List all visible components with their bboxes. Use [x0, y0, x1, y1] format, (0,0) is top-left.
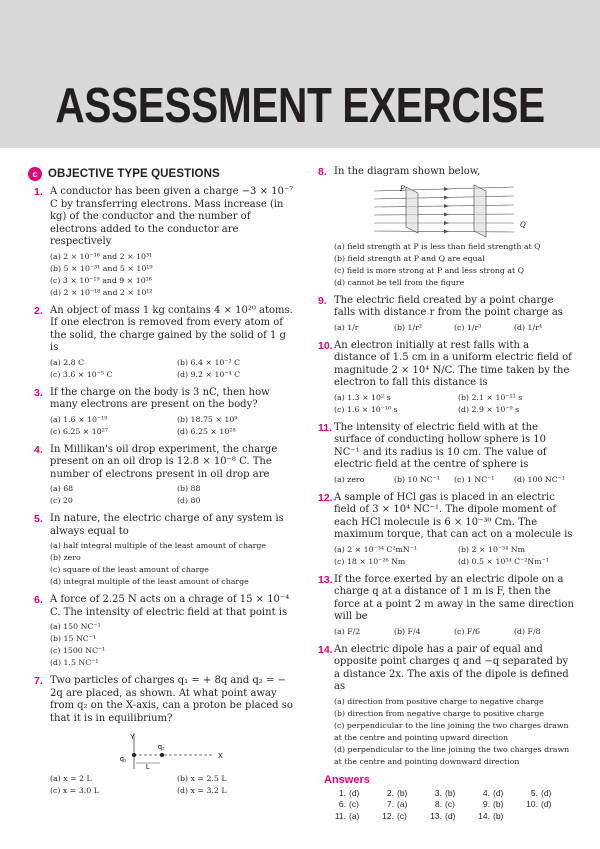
option-choice[interactable]: (b) 2 × 10⁻³⁴ Nm: [458, 544, 525, 554]
answer-number: 9.: [482, 799, 490, 809]
question-item: [34, 513, 296, 588]
option-choice[interactable]: (a) 1.3 × 10² s: [334, 392, 391, 402]
question-item: [34, 675, 296, 797]
question-number: 4.: [34, 443, 43, 456]
answer-number: 6.: [338, 799, 346, 809]
answer-value: (b): [493, 799, 504, 809]
option-choice[interactable]: (d) 2.9 × 10⁻⁹ s: [458, 404, 520, 414]
question-number: 7.: [34, 675, 43, 687]
field-arrow-icon: [444, 195, 449, 199]
question-text: If the charge on the body is 3 nC, then how many electrons are present on the body?: [50, 386, 270, 410]
question-options: [334, 241, 574, 289]
answer-number: 10.: [526, 799, 538, 809]
question-text: A conductor has been given a charge −3 × 10⁻⁷ C by transferring electrons. Mass increase (in kg) of the conductor and the number of electrons added to the conductor are respectively: [50, 186, 294, 247]
answer-number: 14.: [478, 810, 490, 821]
answer-item: [328, 799, 376, 810]
answer-item: [328, 788, 376, 799]
charges-diagram: [114, 729, 234, 771]
q1-label: q₁: [120, 756, 127, 763]
page-title: ASSESSMENT EXERCISE: [55, 79, 545, 133]
field-arrow-icon: [444, 229, 449, 233]
option-choice[interactable]: (d) 80: [177, 496, 201, 505]
answer-value: (a): [397, 799, 408, 809]
option-choice[interactable]: (c) 1 NC⁻¹: [454, 474, 495, 484]
option-choice[interactable]: (c) square of the least amount of charge: [50, 565, 209, 574]
question-options: [334, 626, 574, 638]
option-choice[interactable]: (b) field strength at P and Q are equal: [334, 253, 485, 263]
answer-number: 8.: [434, 799, 442, 809]
option-choice[interactable]: (d) F/8: [514, 626, 541, 636]
option-choice[interactable]: (a) x = 2 L: [50, 774, 92, 783]
answer-number: 12.: [382, 810, 394, 821]
question-options: [334, 322, 574, 334]
question-number: 8.: [318, 166, 327, 178]
x-axis-label: X: [218, 753, 223, 760]
question-options: [50, 357, 296, 381]
answer-value: (a): [349, 810, 360, 821]
section-title: OBJECTIVE TYPE QUESTIONS: [48, 168, 220, 180]
answer-item: [520, 799, 568, 810]
answer-item: [472, 811, 520, 822]
option-choice[interactable]: (c) field is more strong at P and less strong at Q: [334, 265, 525, 275]
question-options: [50, 483, 296, 507]
option-choice[interactable]: (c) 1/r³: [454, 322, 482, 332]
question-item: [34, 444, 296, 508]
answer-item: [376, 799, 424, 810]
answer-item: [424, 811, 472, 822]
option-choice[interactable]: (d) cannot be tell from the figure: [334, 277, 465, 287]
option-choice[interactable]: (d) 9.2 × 10⁻⁴ C: [177, 369, 241, 379]
option-choice[interactable]: (d) integral multiple of the least amount of charge: [50, 577, 249, 586]
question-text: Two particles of charges q₁ = + 8q and q₂ = − 2q are placed, as shown. At what point away from q₂ on the X-axis, can a proton be placed so that it is in equilibrium?: [50, 675, 293, 724]
option-choice[interactable]: (b) 15 NC⁻¹: [50, 634, 96, 643]
question-text: The electric field created by a point charge falls with distance r from the point charge as: [334, 294, 563, 318]
surface-q: [474, 185, 486, 237]
question-number: 14.: [318, 643, 333, 656]
answer-number: 7.: [386, 799, 394, 809]
option-choice[interactable]: (b) 1/r²: [394, 322, 422, 332]
charge-q2-dot: [160, 753, 164, 757]
option-choice[interactable]: (b) zero: [50, 553, 81, 562]
right-column: [318, 166, 574, 821]
answer-value: (c): [397, 810, 407, 821]
option-choice[interactable]: (b) direction from negative charge to positive charge: [334, 708, 544, 718]
question-number: 2.: [34, 304, 43, 317]
question-text: An electron initially at rest falls with a distance of 1.5 cm in a uniform electric field of magnitude 2 × 10⁴ N/C. The time taken by the electron to fall this distance is: [334, 339, 572, 388]
option-choice[interactable]: (b) x = 2.5 L: [177, 774, 227, 783]
option-choice[interactable]: (d) 6.25 × 10²⁸: [177, 426, 236, 436]
question-number: 13.: [318, 573, 333, 586]
answer-item: [520, 788, 568, 799]
surface-p: [406, 187, 418, 233]
answer-value: (b): [445, 787, 456, 798]
question-item: [318, 340, 574, 416]
question-options: [334, 392, 574, 416]
question-options: [334, 544, 574, 568]
question-options: [50, 251, 296, 299]
option-choice[interactable]: (b) 5 × 10⁻³¹ and 5 × 10¹⁹: [50, 263, 153, 273]
option-choice[interactable]: (c) 6.25 × 10²⁷: [50, 426, 108, 436]
option-choice[interactable]: (c) 18 × 10⁻²⁶ Nm: [334, 556, 406, 566]
question-text: An object of mass 1 kg contains 4 × 10²⁰ atoms. If one electron is removed from every atom of the solid, the charge gained by the solid of 1 g is: [50, 304, 293, 353]
answer-number: 2.: [386, 787, 394, 798]
answer-item: [472, 799, 520, 810]
answer-value: (d): [493, 787, 504, 798]
question-text: A sample of HCl gas is placed in an electric field of 3 × 10⁴ NC⁻¹. The dipole moment of each HCl molecule is 6 × 10⁻³⁰ Cm. The maximum torque, that can act on a molecule is: [334, 491, 573, 540]
option-choice[interactable]: (a) 2 × 10⁻¹⁶ and 2 × 10³¹: [50, 251, 153, 261]
field-lines-figure: [374, 183, 574, 239]
section-heading: [28, 166, 296, 182]
option-choice[interactable]: (d) 2 × 10⁻¹⁸ and 2 × 10¹²: [50, 287, 153, 297]
question-number: 1.: [34, 186, 43, 198]
field-arrow-icon: [444, 221, 449, 225]
option-choice[interactable]: (c) 1500 NC⁻¹: [50, 646, 106, 655]
option-choice[interactable]: (b) 88: [177, 484, 201, 493]
option-choice[interactable]: (c) x = 3.0 L: [50, 786, 99, 795]
answer-value: (b): [397, 787, 408, 798]
option-choice[interactable]: (c) 3.6 × 10⁻⁵ C: [50, 369, 113, 379]
question-item: [318, 492, 574, 568]
option-choice[interactable]: (d) 1/r⁴: [514, 322, 542, 332]
field-diagram: [374, 183, 534, 239]
answer-number: 3.: [434, 787, 442, 798]
answer-item: [328, 811, 376, 822]
question-text: In Millikan's oil drop experiment, the charge present on an oil drop is 12.8 × 10⁻⁸ C. The number of electrons present in oil drop are: [50, 443, 278, 480]
answer-number: 4.: [482, 787, 490, 798]
answer-item: [376, 788, 424, 799]
answer-item: [424, 788, 472, 799]
charge-q1-dot: [132, 753, 136, 757]
question-options: [50, 540, 296, 588]
question-item: [34, 594, 296, 669]
question-list-right: [318, 166, 574, 768]
question-number: 3.: [34, 386, 43, 399]
question-item: [34, 305, 296, 381]
answer-item: [424, 799, 472, 810]
question-number: 10.: [318, 339, 333, 352]
left-column: [34, 166, 296, 803]
y-axis-label: Y: [130, 734, 135, 741]
answer-number: 1.: [338, 787, 346, 798]
option-choice[interactable]: (a) F/2: [334, 626, 361, 636]
option-choice[interactable]: (a) half integral multiple of the least amount of charge: [50, 541, 266, 550]
question-item: [318, 644, 574, 768]
field-arrow-icon: [444, 187, 449, 191]
option-choice[interactable]: (d) perpendicular to the line joining the two charges drawn at the centre and pointing downward direction: [334, 744, 570, 766]
question-item: [318, 166, 574, 289]
answers-heading: Answers: [324, 773, 370, 786]
answer-number: 13.: [430, 810, 442, 821]
answer-value: (b): [493, 810, 504, 821]
answer-value: (d): [349, 787, 360, 798]
option-choice[interactable]: (a) 1.6 × 10⁻¹⁹: [50, 414, 108, 424]
option-choice[interactable]: (c) 1.6 × 10⁻¹⁰ s: [334, 404, 398, 414]
section-bullet-icon: c: [28, 167, 42, 181]
question-number: 5.: [34, 513, 43, 525]
option-choice[interactable]: (b) F/4: [394, 626, 421, 636]
answer-value: (d): [541, 787, 552, 798]
question-text: An electric dipole has a pair of equal and opposite point charges q and −q separated by a distance 2x. The axis of the dipole is defined as: [334, 643, 569, 692]
answer-value: (c): [349, 799, 359, 809]
option-choice[interactable]: (a) direction from positive charge to negative charge: [334, 696, 544, 706]
question-text: In the diagram shown below,: [334, 166, 481, 177]
option-choice[interactable]: (b) 18.75 × 10⁹: [177, 414, 238, 424]
option-choice[interactable]: (d) 100 NC⁻¹: [514, 474, 565, 484]
answer-item: [472, 788, 520, 799]
option-choice[interactable]: (a) 1/r: [334, 322, 359, 332]
option-choice[interactable]: (a) zero: [334, 474, 365, 484]
question-options: [50, 414, 296, 438]
option-choice[interactable]: (a) 2.8 C: [50, 357, 85, 367]
answer-number: 11.: [334, 810, 346, 821]
question-item: [318, 295, 574, 334]
option-choice[interactable]: (c) F/6: [454, 626, 480, 636]
question-options: [334, 474, 574, 486]
q2-label: q₂: [158, 744, 165, 751]
question-item: [34, 387, 296, 438]
question-options: [50, 773, 296, 797]
option-choice[interactable]: (b) 10 NC⁻¹: [394, 474, 440, 484]
option-choice[interactable]: (b) 6.4 × 10⁻² C: [177, 357, 241, 367]
distance-label: L: [146, 764, 150, 771]
question-number: 11.: [318, 421, 333, 434]
option-choice[interactable]: (d) x = 3.2 L: [177, 786, 227, 795]
charges-figure: [114, 729, 296, 771]
question-list-left: [34, 186, 296, 797]
answer-value: (c): [445, 799, 455, 809]
field-arrow-icon: [444, 204, 449, 208]
question-options: [334, 696, 574, 768]
question-text: In nature, the electric charge of any system is always equal to: [50, 513, 284, 537]
question-text: A force of 2.25 N acts on a chrage of 15 × 10⁻⁴ C. The intensity of electric field at that point is: [50, 594, 290, 618]
option-choice[interactable]: (c) 3 × 10⁻¹⁹ and 9 × 10¹⁶: [50, 275, 152, 285]
question-text: If the force exerted by an electric dipole on a charge q at a distance of 1 m is F, then the force at a point 2 m away in the same direction will be: [334, 573, 574, 622]
question-item: [34, 186, 296, 299]
point-p-label: P: [400, 184, 405, 193]
question-item: [318, 574, 574, 638]
option-choice[interactable]: (a) 2 × 10⁻³⁴ C²mN⁻¹: [334, 544, 417, 554]
option-choice[interactable]: (b) 2.1 × 10⁻¹² s: [458, 392, 523, 402]
option-choice[interactable]: (a) 68: [50, 484, 74, 493]
question-number: 6.: [34, 594, 43, 606]
question-options: [50, 621, 296, 669]
field-arrow-icon: [444, 212, 449, 216]
answer-value: (d): [541, 799, 552, 809]
answer-number: 5.: [530, 787, 538, 798]
answer-item: [376, 811, 424, 822]
option-choice[interactable]: (a) 150 NC⁻¹: [50, 622, 101, 631]
question-number: 9.: [318, 294, 327, 307]
option-choice[interactable]: (d) 1.5 NC⁻¹: [50, 658, 99, 667]
option-choice[interactable]: (c) perpendicular to the line joining the two charges drawn at the centre and pointing upward direction: [334, 720, 569, 742]
question-item: [318, 422, 574, 486]
answer-value: (d): [445, 810, 456, 821]
option-choice[interactable]: (d) 0.5 × 10³⁴ C⁻²Nm⁻¹: [458, 556, 549, 566]
question-text: The intensity of electric field with at the surface of conducting hollow sphere is 10 NC⁻¹ and its radius is 10 cm. The value of electric field at the centre of sphere is: [334, 421, 547, 470]
option-choice[interactable]: (c) 20: [50, 496, 73, 505]
point-q-label: Q: [520, 220, 526, 229]
option-choice[interactable]: (a) field strength at P is less than field strength at Q: [334, 241, 541, 251]
question-number: 12.: [318, 491, 333, 504]
answers-grid: [328, 788, 568, 822]
